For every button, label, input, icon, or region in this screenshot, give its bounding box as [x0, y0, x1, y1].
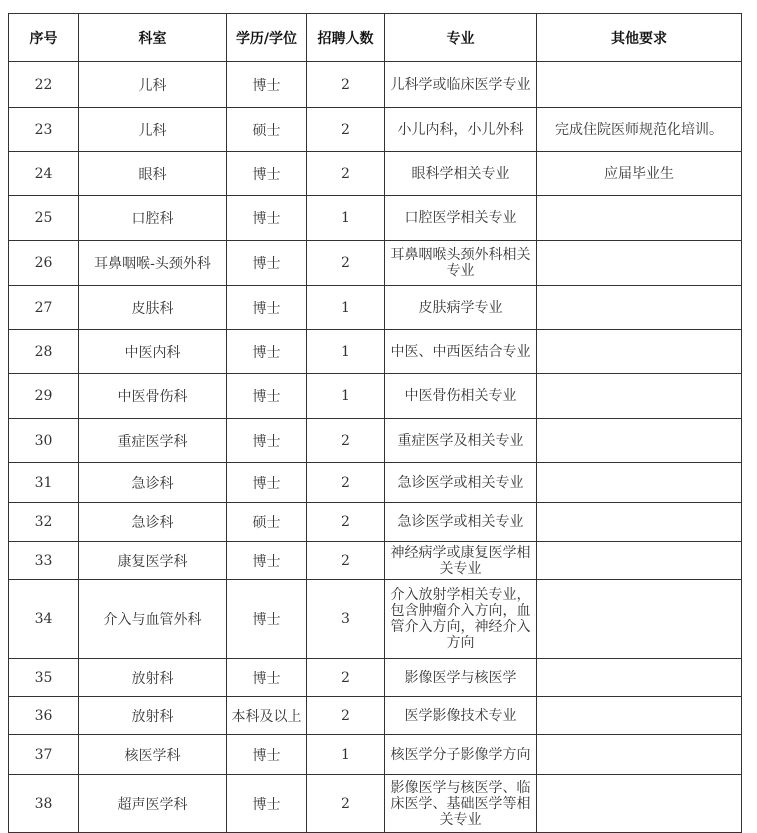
cell-department: 急诊科 — [79, 503, 227, 542]
cell-department: 重症医学科 — [79, 419, 227, 463]
cell-department: 中医骨伤科 — [79, 374, 227, 419]
cell-degree: 博士 — [227, 775, 307, 833]
cell-number: 36 — [9, 697, 79, 735]
cell-requirements — [537, 62, 742, 108]
table-row — [9, 463, 742, 503]
table-row — [9, 374, 742, 419]
table-row — [9, 108, 742, 152]
cell-requirements: 完成住院医师规范化培训。 — [537, 108, 742, 152]
cell-degree: 博士 — [227, 62, 307, 108]
cell-major: 耳鼻咽喉头颈外科相关专业 — [385, 241, 537, 286]
table-row — [9, 196, 742, 241]
cell-major: 神经病学或康复医学相关专业 — [385, 542, 537, 580]
cell-department: 放射科 — [79, 697, 227, 735]
table-row — [9, 503, 742, 542]
cell-number: 27 — [9, 286, 79, 330]
cell-headcount: 1 — [307, 196, 385, 241]
cell-department: 急诊科 — [79, 463, 227, 503]
cell-major: 影像医学与核医学、临床医学、基础医学等相关专业 — [385, 775, 537, 833]
cell-headcount: 1 — [307, 374, 385, 419]
cell-headcount: 2 — [307, 463, 385, 503]
cell-requirements — [537, 330, 742, 374]
cell-number: 32 — [9, 503, 79, 542]
table-header-row — [9, 14, 742, 62]
cell-degree: 博士 — [227, 330, 307, 374]
cell-number: 23 — [9, 108, 79, 152]
table-row — [9, 697, 742, 735]
cell-requirements — [537, 419, 742, 463]
cell-department: 放射科 — [79, 659, 227, 697]
cell-degree: 博士 — [227, 241, 307, 286]
recruitment-table — [8, 13, 742, 833]
cell-headcount: 2 — [307, 697, 385, 735]
cell-requirements: 应届毕业生 — [537, 152, 742, 196]
header-degree: 学历/学位 — [227, 14, 307, 62]
header-headcount: 招聘人数 — [307, 14, 385, 62]
table-row — [9, 542, 742, 580]
cell-number: 25 — [9, 196, 79, 241]
cell-major: 重症医学及相关专业 — [385, 419, 537, 463]
header-number: 序号 — [9, 14, 79, 62]
cell-department: 眼科 — [79, 152, 227, 196]
cell-department: 口腔科 — [79, 196, 227, 241]
cell-headcount: 2 — [307, 108, 385, 152]
cell-major: 核医学分子影像学方向 — [385, 735, 537, 775]
cell-requirements — [537, 697, 742, 735]
cell-degree: 硕士 — [227, 108, 307, 152]
table-row — [9, 62, 742, 108]
cell-major: 口腔医学相关专业 — [385, 196, 537, 241]
cell-major: 小儿内科，小儿外科 — [385, 108, 537, 152]
cell-headcount: 3 — [307, 580, 385, 659]
cell-requirements — [537, 241, 742, 286]
cell-degree: 博士 — [227, 419, 307, 463]
header-department: 科室 — [79, 14, 227, 62]
cell-major: 影像医学与核医学 — [385, 659, 537, 697]
cell-department: 中医内科 — [79, 330, 227, 374]
cell-department: 康复医学科 — [79, 542, 227, 580]
cell-headcount: 2 — [307, 503, 385, 542]
cell-number: 35 — [9, 659, 79, 697]
cell-major: 皮肤病学专业 — [385, 286, 537, 330]
table-row — [9, 152, 742, 196]
cell-degree: 硕士 — [227, 503, 307, 542]
cell-requirements — [537, 542, 742, 580]
cell-number: 30 — [9, 419, 79, 463]
cell-number: 31 — [9, 463, 79, 503]
cell-department: 耳鼻咽喉-头颈外科 — [79, 241, 227, 286]
table-row — [9, 735, 742, 775]
cell-headcount: 1 — [307, 330, 385, 374]
cell-requirements — [537, 503, 742, 542]
cell-department: 超声医学科 — [79, 775, 227, 833]
cell-major: 急诊医学或相关专业 — [385, 503, 537, 542]
cell-degree: 博士 — [227, 659, 307, 697]
cell-requirements — [537, 196, 742, 241]
cell-requirements — [537, 374, 742, 419]
cell-number: 26 — [9, 241, 79, 286]
cell-requirements — [537, 580, 742, 659]
cell-requirements — [537, 463, 742, 503]
cell-major: 医学影像技术专业 — [385, 697, 537, 735]
table-row — [9, 775, 742, 833]
cell-degree: 博士 — [227, 374, 307, 419]
cell-number: 34 — [9, 580, 79, 659]
table-row — [9, 659, 742, 697]
cell-major: 急诊医学或相关专业 — [385, 463, 537, 503]
cell-major: 中医、中西医结合专业 — [385, 330, 537, 374]
table-row — [9, 330, 742, 374]
cell-number: 28 — [9, 330, 79, 374]
table-row — [9, 241, 742, 286]
header-requirements: 其他要求 — [537, 14, 742, 62]
table-body — [9, 62, 742, 833]
cell-headcount: 2 — [307, 62, 385, 108]
cell-headcount: 2 — [307, 152, 385, 196]
cell-headcount: 2 — [307, 419, 385, 463]
cell-number: 37 — [9, 735, 79, 775]
cell-number: 29 — [9, 374, 79, 419]
cell-major: 中医骨伤相关专业 — [385, 374, 537, 419]
cell-degree: 博士 — [227, 196, 307, 241]
cell-department: 介入与血管外科 — [79, 580, 227, 659]
cell-major: 儿科学或临床医学专业 — [385, 62, 537, 108]
cell-requirements — [537, 775, 742, 833]
table-row — [9, 286, 742, 330]
cell-headcount: 2 — [307, 241, 385, 286]
cell-degree: 博士 — [227, 286, 307, 330]
cell-degree: 博士 — [227, 152, 307, 196]
cell-degree: 博士 — [227, 580, 307, 659]
cell-requirements — [537, 659, 742, 697]
cell-department: 儿科 — [79, 108, 227, 152]
table-row — [9, 580, 742, 659]
cell-degree: 博士 — [227, 542, 307, 580]
cell-number: 38 — [9, 775, 79, 833]
cell-department: 皮肤科 — [79, 286, 227, 330]
cell-major: 眼科学相关专业 — [385, 152, 537, 196]
cell-number: 22 — [9, 62, 79, 108]
cell-headcount: 2 — [307, 542, 385, 580]
table-row — [9, 419, 742, 463]
cell-degree: 博士 — [227, 735, 307, 775]
cell-department: 核医学科 — [79, 735, 227, 775]
cell-department: 儿科 — [79, 62, 227, 108]
cell-headcount: 1 — [307, 735, 385, 775]
cell-major: 介入放射学相关专业，包含肿瘤介入方向，血管介入方向，神经介入方向 — [385, 580, 537, 659]
cell-degree: 博士 — [227, 463, 307, 503]
cell-number: 24 — [9, 152, 79, 196]
cell-headcount: 1 — [307, 286, 385, 330]
header-major: 专业 — [385, 14, 537, 62]
cell-headcount: 2 — [307, 775, 385, 833]
cell-requirements — [537, 735, 742, 775]
cell-degree: 本科及以上 — [227, 697, 307, 735]
cell-number: 33 — [9, 542, 79, 580]
cell-headcount: 2 — [307, 659, 385, 697]
cell-requirements — [537, 286, 742, 330]
